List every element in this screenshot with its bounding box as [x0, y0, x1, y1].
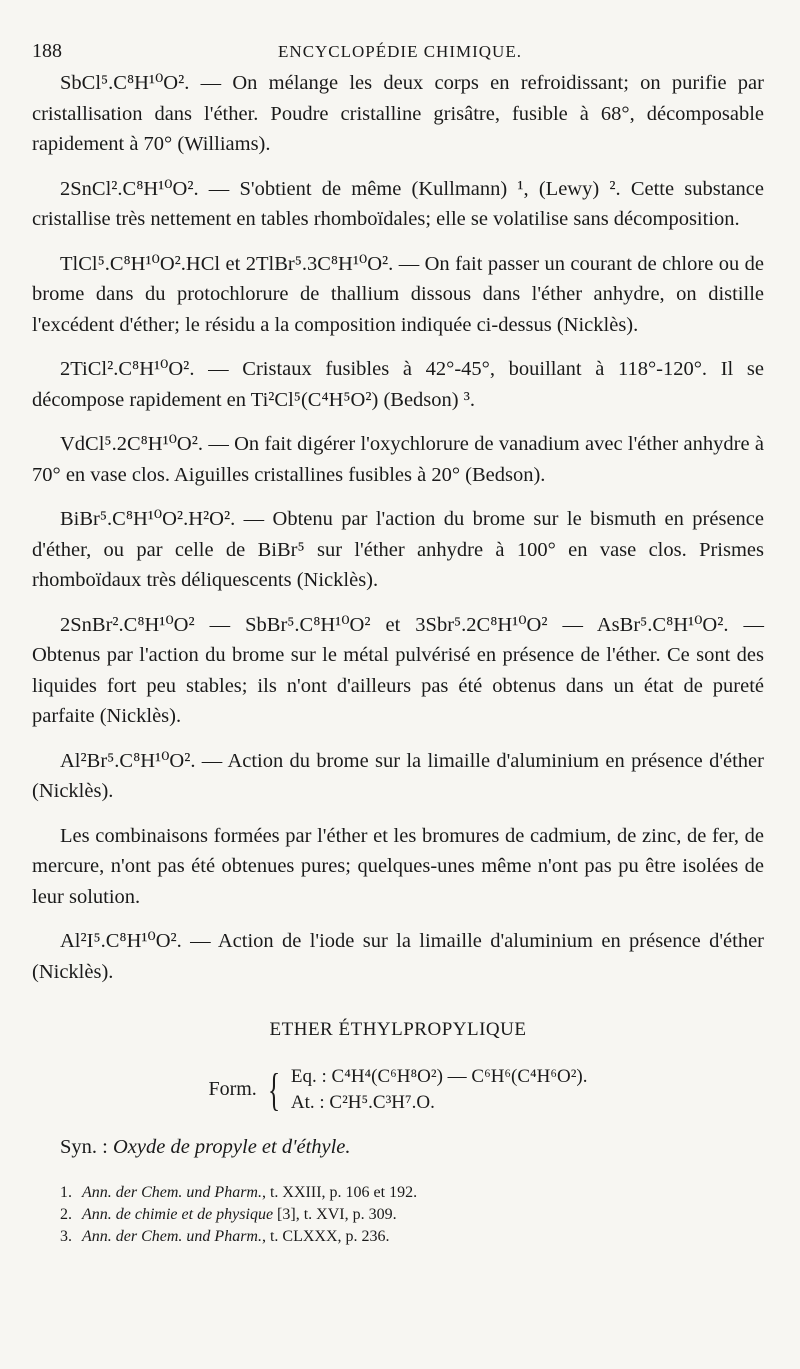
footnote-journal: Ann. der Chem. und Pharm.: [82, 1228, 262, 1245]
brace-glyph: {: [267, 1063, 280, 1115]
formula-lines: [291, 1064, 588, 1116]
footnote-journal: Ann. der Chem. und Pharm.: [82, 1184, 262, 1201]
formula-block: [32, 1064, 764, 1116]
synonym-value: Oxyde de propyle et d'éthyle.: [112, 1135, 351, 1158]
paragraph-vdcl5: VdCl⁵.2C⁸H¹⁰O². — On fait digérer l'oxychlorure de vanadium avec l'éther anhydre à 70° en vase clos. Aiguilles cristallines fusibles à 20° (Bedson).: [32, 433, 764, 486]
paragraph-tlcl5: TlCl⁵.C⁸H¹⁰O².HCl et 2TlBr⁵.3C⁸H¹⁰O². — On fait passer un courant de chlore ou de brome dans du protochlorure de thallium dissous dans l'éther anhydre, on distille l'excédent d'éther; le résidu a la composition indiquée ci-dessus (Nicklès).: [32, 252, 764, 336]
paragraph-snbr2: 2SnBr².C⁸H¹⁰O² — SbBr⁵.C⁸H¹⁰O² et 3Sbr⁵.2C⁸H¹⁰O² — AsBr⁵.C⁸H¹⁰O². — Obtenus par l'action du brome sur le métal pulvérisé en présence de l'éther. Ce sont des liquides fort peu stables; ils n'ont d'ailleurs pas été obtenus dans un état de pureté parfaite (Nicklès).: [32, 613, 764, 727]
paragraph-sncl2: 2SnCl².C⁸H¹⁰O². — S'obtient de même (Kullmann) ¹, (Lewy) ². Cette substance cristallise très nettement en tables rhomboïdales; elle se volatilise sans décomposition.: [32, 177, 764, 230]
synonym-line: [32, 1132, 764, 1163]
footnote-reference: [3], t. XVI, p. 309.: [273, 1206, 397, 1223]
footnote-journal: Ann. de chimie et de physique: [82, 1206, 274, 1223]
footnote: [60, 1226, 764, 1248]
footnote-number: 2.: [60, 1206, 72, 1223]
footnote-reference: , t. XXIII, p. 106 et 192.: [261, 1184, 418, 1201]
footnote-number: 1.: [60, 1184, 72, 1201]
paragraph-al2i5: Al²I⁵.C⁸H¹⁰O². — Action de l'iode sur la limaille d'aluminium en présence d'éther (Nicklès).: [32, 930, 764, 983]
footnotes: [60, 1182, 764, 1248]
running-title: ENCYCLOPÉDIE CHIMIQUE.: [278, 42, 522, 61]
page-body: [32, 68, 764, 1248]
paragraph-sbcl5: SbCl⁵.C⁸H¹⁰O². — On mélange les deux corps en refroidissant; on purifie par cristallisation dans l'éther. Poudre cristalline grisâtre, fusible à 68°, décomposable rapidement à 70° (Williams).: [32, 72, 764, 155]
footnote-reference: , t. CLXXX, p. 236.: [261, 1228, 390, 1245]
footnote-number: 3.: [60, 1228, 72, 1245]
formula-atomic: At. : C²H⁵.C³H⁷.O.: [290, 1091, 435, 1113]
footnote: [60, 1182, 764, 1204]
synonym-label: Syn. :: [60, 1135, 108, 1158]
page-header: [32, 40, 768, 68]
paragraph-al2br5: Al²Br⁵.C⁸H¹⁰O². — Action du brome sur la limaille d'aluminium en présence d'éther (Nicklès).: [32, 749, 764, 802]
footnote: [60, 1204, 764, 1226]
formula-equivalent: Eq. : C⁴H⁴(C⁶H⁸O²) — C⁶H⁶(C⁴H⁶O²).: [290, 1065, 588, 1087]
page-number: 188: [32, 40, 62, 62]
paragraph-bibr5: BiBr⁵.C⁸H¹⁰O².H²O². — Obtenu par l'action du brome sur le bismuth en présence d'éther, ou par celle de BiBr⁵ sur l'éther anhydre à 100° en vase clos. Prismes rhomboïdaux très déliquescents (Nicklès).: [32, 508, 764, 591]
formula-label: Form.: [208, 1078, 257, 1101]
paragraph-ticl2: 2TiCl².C⁸H¹⁰O². — Cristaux fusibles à 42°-45°, bouillant à 118°-120°. Il se décompose rapidement en Ti²Cl⁵(C⁴H⁵O²) (Bedson) ³.: [32, 358, 764, 411]
section-title: ETHER ÉTHYLPROPYLIQUE: [269, 1019, 527, 1040]
paragraph-combinaisons: Les combinaisons formées par l'éther et les bromures de cadmium, de zinc, de fer, de mercure, n'ont pas été obtenues pures; quelques-unes même n'ont pas pu être isolées de leur solution.: [32, 824, 764, 908]
